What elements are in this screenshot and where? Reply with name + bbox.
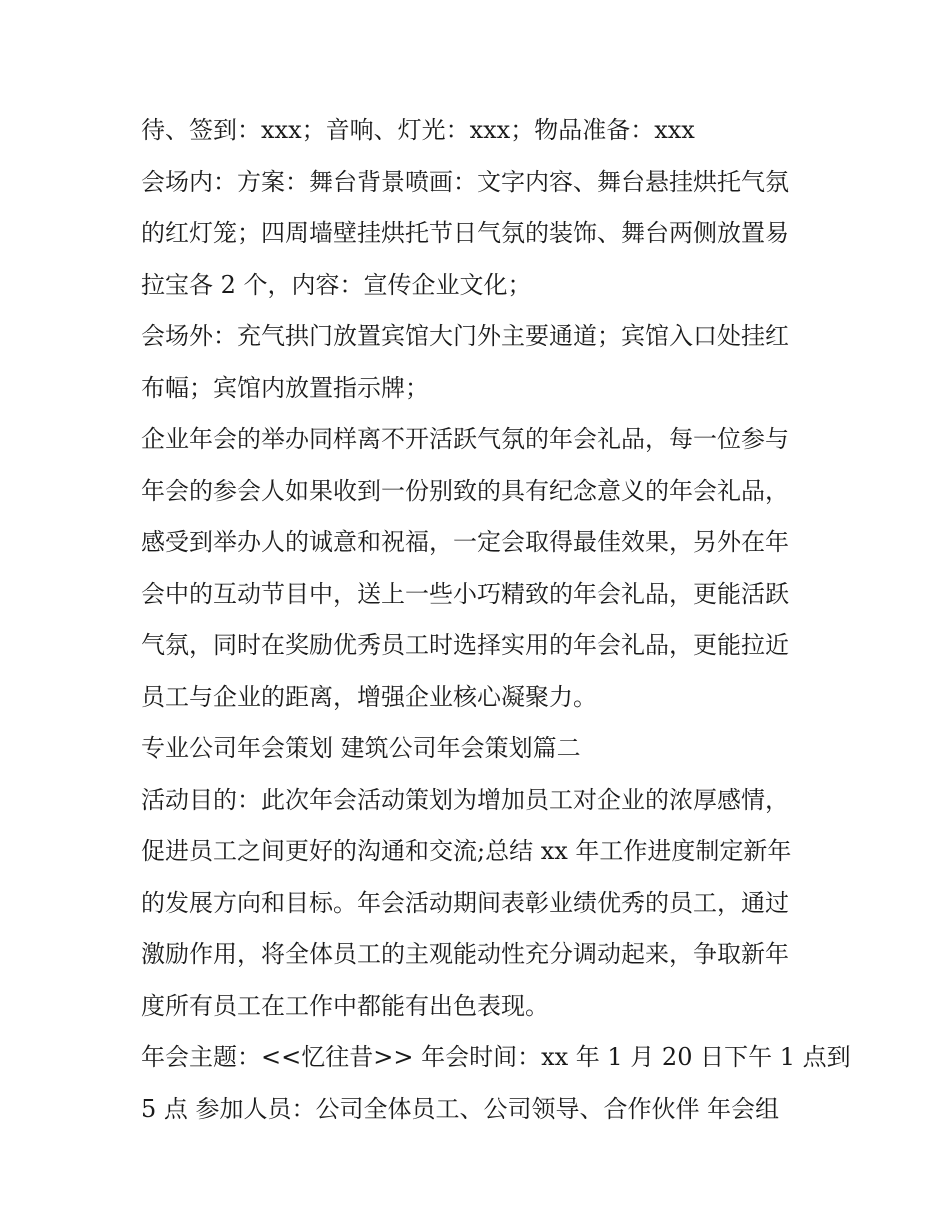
text-line: 会场外：充气拱门放置宾馆大门外主要通道；宾馆入口处挂红 xyxy=(141,322,789,350)
section-heading: 专业公司年会策划 建筑公司年会策划篇二 xyxy=(141,734,581,762)
text-line: 会中的互动节目中，送上一些小巧精致的年会礼品，更能活跃 xyxy=(141,579,789,608)
text-line: 拉宝各 2 个，内容：宣传企业文化； xyxy=(141,270,532,299)
text-line: 激励作用，将全体员工的主观能动性充分调动起来，争取新年 xyxy=(141,940,789,968)
text-line: 促进员工之间更好的沟通和交流;总结 xx 年工作进度制定新年 xyxy=(141,837,792,865)
text-line: 年会的参会人如果收到一份别致的具有纪念意义的年会礼品， xyxy=(141,476,789,505)
text-line: 会场内：方案：舞台背景喷画：文字内容、舞台悬挂烘托气氛 xyxy=(141,167,789,196)
text-line: 布幅；宾馆内放置指示牌； xyxy=(141,373,429,402)
text-line: 待、签到：xxx；音响、灯光：xxx；物品准备：xxx xyxy=(141,116,695,144)
text-line: 企业年会的举办同样离不开活跃气氛的年会礼品，每一位参与 xyxy=(141,425,789,453)
text-line: 员工与企业的距离，增强企业核心凝聚力。 xyxy=(141,682,597,711)
text-line: 感受到举办人的诚意和祝福，一定会取得最佳效果，另外在年 xyxy=(141,528,789,556)
text-line: 5 点 参加人员：公司全体员工、公司领导、合作伙伴 年会组 xyxy=(141,1094,780,1123)
text-line: 气氛，同时在奖励优秀员工时选择实用的年会礼品，更能拉近 xyxy=(141,631,789,659)
text-line: 的红灯笼；四周墙壁挂烘托节日气氛的装饰、舞台两侧放置易 xyxy=(141,219,789,247)
text-line: 年会主题：<<忆往昔>> 年会时间：xx 年 1 月 20 日下午 1 点到 xyxy=(141,1043,851,1071)
text-line: 度所有员工在工作中都能有出色表现。 xyxy=(141,991,549,1020)
text-line: 的发展方向和目标。年会活动期间表彰业绩优秀的员工，通过 xyxy=(141,888,789,917)
document-body xyxy=(141,105,851,1135)
text-line: 活动目的：此次年会活动策划为增加员工对企业的浓厚感情， xyxy=(141,785,789,814)
